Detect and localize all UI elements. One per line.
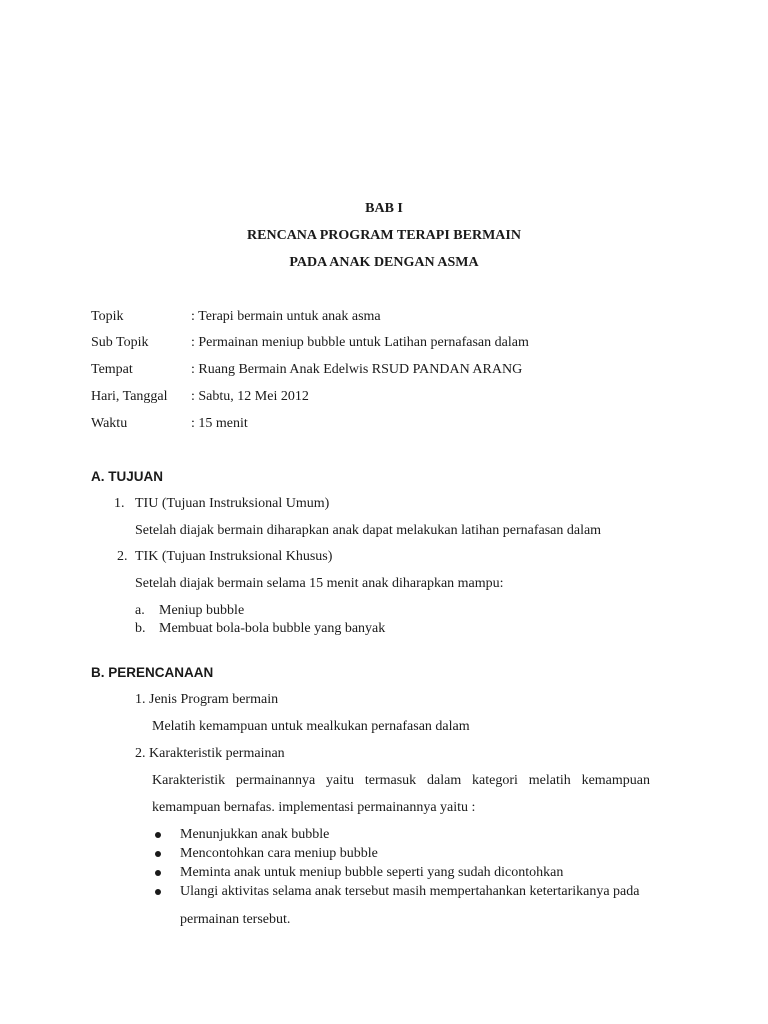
section-heading-perencanaan: B. PERENCANAAN — [91, 665, 214, 680]
plan-item-karakteristik: 2. Karakteristik permainan — [135, 746, 285, 761]
info-label-topik: Topik — [91, 309, 124, 324]
info-label-hari-tanggal: Hari, Tanggal — [91, 389, 168, 404]
info-value-sub-topik: : Permainan meniup bubble untuk Latihan pernafasan dalam — [191, 335, 529, 350]
document-title-line1: RENCANA PROGRAM TERAPI BERMAIN — [247, 228, 521, 243]
sub-letter: b. — [135, 621, 146, 636]
tik-text: Setelah diajak bermain selama 15 menit anak diharapkan mampu: — [135, 576, 504, 591]
info-value-hari-tanggal: : Sabtu, 12 Mei 2012 — [191, 389, 309, 404]
karakteristik-text-line1: Karakteristik permainannya yaitu termasuk dalam kategori melatih kemampuan — [152, 773, 650, 788]
sub-item: Membuat bola-bola bubble yang banyak — [159, 621, 386, 636]
bullet-item: Meminta anak untuk meniup bubble seperti yang sudah dicontohkan — [180, 865, 564, 880]
bullet-icon — [155, 851, 161, 857]
info-value-topik: : Terapi bermain untuk anak asma — [191, 309, 381, 324]
tik-title: TIK (Tujuan Instruksional Khusus) — [135, 549, 333, 564]
info-value-waktu: : 15 menit — [191, 416, 248, 431]
tiu-title: TIU (Tujuan Instruksional Umum) — [135, 496, 330, 511]
plan-item-jenis-text: Melatih kemampuan untuk mealkukan pernafasan dalam — [152, 719, 470, 734]
bullet-item-continuation: permainan tersebut. — [180, 912, 291, 927]
info-label-waktu: Waktu — [91, 416, 128, 431]
bullet-item: Menunjukkan anak bubble — [180, 827, 330, 842]
document-title-line2: PADA ANAK DENGAN ASMA — [289, 255, 479, 270]
info-label-tempat: Tempat — [91, 362, 133, 377]
karakteristik-text-line2: kemampuan bernafas. implementasi permainannya yaitu : — [152, 800, 476, 815]
bullet-icon — [155, 832, 161, 838]
bullet-item: Ulangi aktivitas selama anak tersebut masih mempertahankan ketertarikanya pada — [180, 884, 640, 899]
tiu-text: Setelah diajak bermain diharapkan anak dapat melakukan latihan pernafasan dalam — [135, 523, 602, 538]
bullet-icon — [155, 870, 161, 876]
bullet-item: Mencontohkan cara meniup bubble — [180, 846, 378, 861]
section-heading-tujuan: A. TUJUAN — [91, 469, 164, 484]
info-label-sub-topik: Sub Topik — [91, 335, 149, 350]
list-number: 1. — [114, 496, 125, 511]
sub-letter: a. — [135, 603, 145, 618]
plan-item-jenis-program: 1. Jenis Program bermain — [135, 692, 279, 707]
bullet-icon — [155, 889, 161, 895]
list-number: 2. — [117, 549, 128, 564]
info-value-tempat: : Ruang Bermain Anak Edelwis RSUD PANDAN ARANG — [191, 362, 523, 377]
chapter-label: BAB I — [365, 201, 403, 216]
sub-item: Meniup bubble — [159, 603, 245, 618]
